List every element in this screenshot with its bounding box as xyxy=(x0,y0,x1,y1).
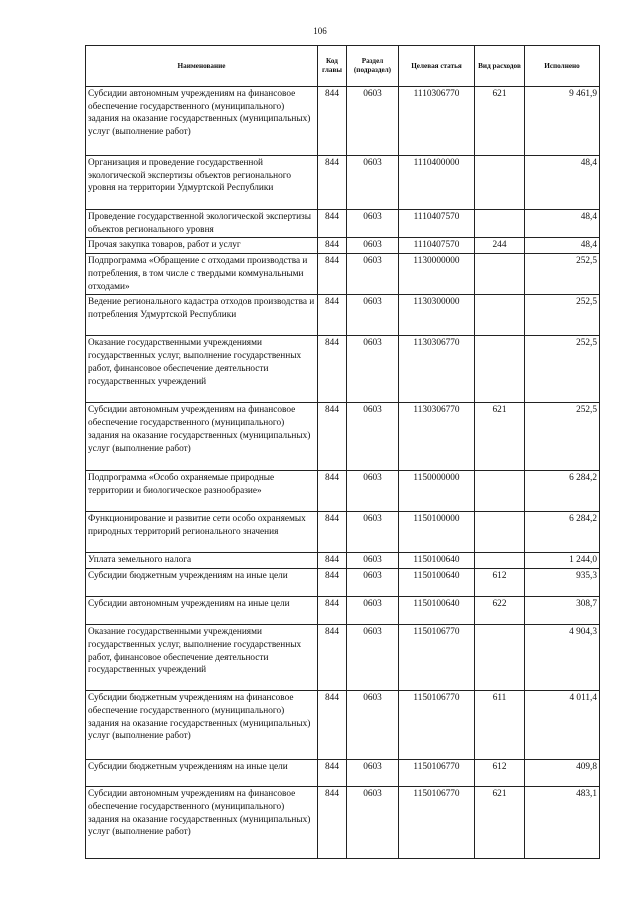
cell-target: 1130306770 xyxy=(399,336,475,403)
table-row xyxy=(86,254,600,295)
cell-section: 0603 xyxy=(347,254,399,295)
cell-kind: 621 xyxy=(475,787,525,859)
cell-section: 0603 xyxy=(347,625,399,691)
cell-code: 844 xyxy=(318,295,347,336)
cell-section: 0603 xyxy=(347,471,399,512)
cell-kind: 611 xyxy=(475,691,525,760)
cell-amount: 935,3 xyxy=(525,569,600,597)
cell-kind xyxy=(475,210,525,238)
cell-amount: 6 284,2 xyxy=(525,471,600,512)
cell-section: 0603 xyxy=(347,238,399,254)
cell-kind xyxy=(475,553,525,569)
cell-name: Субсидии бюджетным учреждениям на финансовое обеспечение государственного (муниципального) задания на оказание государственных (муниципальных) услуг (выполнение работ) xyxy=(86,691,318,760)
cell-name: Субсидии автономным учреждениям на финансовое обеспечение государственного (муниципального) задания на оказание государственных (муниципальных) услуг (выполнение работ) xyxy=(86,403,318,471)
cell-name: Ведение регионального кадастра отходов производства и потребления Удмуртской Республики xyxy=(86,295,318,336)
cell-name: Оказание государственными учреждениями государственных услуг, выполнение государственных работ, финансовое обеспечение деятельности государственных учреждений xyxy=(86,625,318,691)
cell-target: 1130300000 xyxy=(399,295,475,336)
cell-kind xyxy=(475,295,525,336)
cell-amount: 4 011,4 xyxy=(525,691,600,760)
cell-kind: 621 xyxy=(475,87,525,156)
cell-code: 844 xyxy=(318,156,347,210)
cell-name: Организация и проведение государственной экологической экспертизы объектов регионального уровня на территории Удмуртской Республики xyxy=(86,156,318,210)
table-row xyxy=(86,87,600,156)
table-header-row xyxy=(86,46,600,87)
table-row xyxy=(86,403,600,471)
cell-kind: 621 xyxy=(475,403,525,471)
cell-code: 844 xyxy=(318,787,347,859)
cell-target: 1150100000 xyxy=(399,512,475,553)
cell-section: 0603 xyxy=(347,87,399,156)
cell-amount: 48,4 xyxy=(525,156,600,210)
cell-code: 844 xyxy=(318,569,347,597)
table-row xyxy=(86,787,600,859)
cell-kind xyxy=(475,336,525,403)
cell-code: 844 xyxy=(318,403,347,471)
cell-kind: 244 xyxy=(475,238,525,254)
page-number: 106 xyxy=(313,26,327,36)
cell-target: 1150106770 xyxy=(399,760,475,787)
cell-target: 1150106770 xyxy=(399,625,475,691)
table-row xyxy=(86,336,600,403)
cell-code: 844 xyxy=(318,210,347,238)
cell-name: Субсидии бюджетным учреждениям на иные цели xyxy=(86,760,318,787)
cell-target: 1150106770 xyxy=(399,691,475,760)
table-row xyxy=(86,512,600,553)
cell-amount: 9 461,9 xyxy=(525,87,600,156)
cell-section: 0603 xyxy=(347,336,399,403)
cell-section: 0603 xyxy=(347,760,399,787)
cell-amount: 252,5 xyxy=(525,254,600,295)
table-row xyxy=(86,156,600,210)
cell-amount: 308,7 xyxy=(525,597,600,625)
cell-kind xyxy=(475,471,525,512)
cell-code: 844 xyxy=(318,238,347,254)
cell-kind xyxy=(475,512,525,553)
cell-target: 1110400000 xyxy=(399,156,475,210)
cell-amount: 252,5 xyxy=(525,403,600,471)
table-row xyxy=(86,691,600,760)
cell-code: 844 xyxy=(318,512,347,553)
cell-section: 0603 xyxy=(347,553,399,569)
cell-section: 0603 xyxy=(347,403,399,471)
cell-target: 1150000000 xyxy=(399,471,475,512)
cell-amount: 409,8 xyxy=(525,760,600,787)
header-amount: Исполнено xyxy=(525,46,600,87)
cell-section: 0603 xyxy=(347,156,399,210)
cell-target: 1130306770 xyxy=(399,403,475,471)
cell-kind xyxy=(475,156,525,210)
cell-name: Субсидии автономным учреждениям на иные цели xyxy=(86,597,318,625)
cell-name: Подпрограмма «Обращение с отходами производства и потребления, в том числе с твердыми коммунальными отходами» xyxy=(86,254,318,295)
header-kind: Вид расходов xyxy=(475,46,525,87)
cell-kind: 622 xyxy=(475,597,525,625)
cell-target: 1150100640 xyxy=(399,597,475,625)
cell-target: 1150100640 xyxy=(399,569,475,597)
cell-amount: 252,5 xyxy=(525,336,600,403)
cell-code: 844 xyxy=(318,691,347,760)
table-row xyxy=(86,295,600,336)
expenditure-table xyxy=(85,45,600,859)
cell-code: 844 xyxy=(318,336,347,403)
table-row xyxy=(86,471,600,512)
cell-amount: 4 904,3 xyxy=(525,625,600,691)
cell-target: 1110407570 xyxy=(399,210,475,238)
cell-target: 1110407570 xyxy=(399,238,475,254)
cell-name: Субсидии автономным учреждениям на финансовое обеспечение государственного (муниципального) задания на оказание государственных (муниципальных) услуг (выполнение работ) xyxy=(86,87,318,156)
cell-amount: 1 244,0 xyxy=(525,553,600,569)
cell-amount: 6 284,2 xyxy=(525,512,600,553)
cell-section: 0603 xyxy=(347,569,399,597)
header-code: Код главы xyxy=(318,46,347,87)
table-row xyxy=(86,553,600,569)
cell-section: 0603 xyxy=(347,295,399,336)
table-row xyxy=(86,238,600,254)
cell-code: 844 xyxy=(318,760,347,787)
cell-section: 0603 xyxy=(347,691,399,760)
cell-name: Подпрограмма «Особо охраняемые природные территории и биологическое разнообразие» xyxy=(86,471,318,512)
cell-amount: 48,4 xyxy=(525,238,600,254)
table-row xyxy=(86,625,600,691)
cell-target: 1130000000 xyxy=(399,254,475,295)
cell-target: 1150100640 xyxy=(399,553,475,569)
cell-target: 1150106770 xyxy=(399,787,475,859)
header-section: Раздел (подраздел) xyxy=(347,46,399,87)
cell-name: Проведение государственной экологической экспертизы объектов регионального уровня xyxy=(86,210,318,238)
cell-name: Субсидии бюджетным учреждениям на иные цели xyxy=(86,569,318,597)
cell-name: Оказание государственными учреждениями государственных услуг, выполнение государственных работ, финансовое обеспечение деятельности государственных учреждений xyxy=(86,336,318,403)
cell-section: 0603 xyxy=(347,597,399,625)
cell-code: 844 xyxy=(318,471,347,512)
cell-amount: 252,5 xyxy=(525,295,600,336)
table-row xyxy=(86,597,600,625)
cell-code: 844 xyxy=(318,254,347,295)
cell-kind: 612 xyxy=(475,569,525,597)
cell-code: 844 xyxy=(318,553,347,569)
cell-target: 1110306770 xyxy=(399,87,475,156)
table-row xyxy=(86,210,600,238)
cell-amount: 48,4 xyxy=(525,210,600,238)
cell-kind xyxy=(475,625,525,691)
table-row xyxy=(86,569,600,597)
header-target: Целевая статья xyxy=(399,46,475,87)
cell-name: Прочая закупка товаров, работ и услуг xyxy=(86,238,318,254)
table-row xyxy=(86,760,600,787)
cell-section: 0603 xyxy=(347,787,399,859)
cell-kind xyxy=(475,254,525,295)
cell-section: 0603 xyxy=(347,210,399,238)
cell-name: Субсидии автономным учреждениям на финансовое обеспечение государственного (муниципального) задания на оказание государственных (муниципальных) услуг (выполнение работ) xyxy=(86,787,318,859)
cell-code: 844 xyxy=(318,597,347,625)
cell-name: Уплата земельного налога xyxy=(86,553,318,569)
cell-kind: 612 xyxy=(475,760,525,787)
cell-code: 844 xyxy=(318,87,347,156)
cell-section: 0603 xyxy=(347,512,399,553)
cell-name: Функционирование и развитие сети особо охраняемых природных территорий регионального значения xyxy=(86,512,318,553)
cell-amount: 483,1 xyxy=(525,787,600,859)
header-name: Наименование xyxy=(86,46,318,87)
cell-code: 844 xyxy=(318,625,347,691)
